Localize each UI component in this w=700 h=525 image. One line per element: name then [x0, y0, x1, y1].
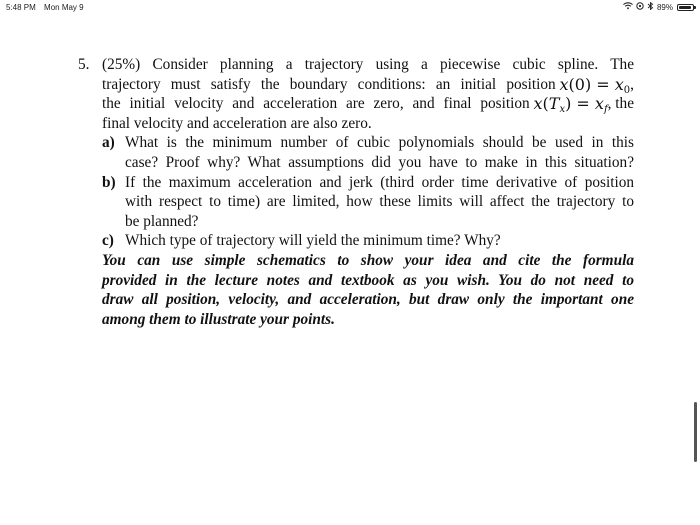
- problem-intro-line-4: [78, 114, 634, 134]
- problem-number: 5.: [78, 56, 90, 73]
- part-b-text-1: If the maximum acceleration and jerk (third order time derivative of position: [125, 173, 634, 191]
- note-text-2: provided in the lecture notes and textbook as you wish. You do not need to: [102, 271, 634, 289]
- part-b-line-1: [78, 173, 634, 193]
- part-a-text-1: What is the minimum number of cubic polynomials should be used in this: [125, 134, 634, 152]
- part-b-text-2: with respect to time) are limited, how these limits will affect the trajectory to: [125, 193, 634, 211]
- math-initial-condition: $x(0) = x_0$: [559, 74, 631, 96]
- problem-intro-text-3-end: , the: [607, 95, 634, 113]
- note-line-1: [78, 251, 634, 271]
- note-text-4: among them to illustrate your points.: [102, 310, 335, 328]
- problem-intro-text-1: (25%) Consider planning a trajectory using a piecewise cubic spline. The: [102, 56, 634, 73]
- part-b-line-3: [78, 212, 634, 232]
- problem-intro-line-1: [78, 55, 634, 75]
- status-bar-left: [6, 3, 84, 12]
- part-a-line-1: [78, 133, 634, 153]
- part-a-text-2: case? Proof why? What assumptions did you have to make in this situation?: [125, 153, 634, 171]
- math-final-condition: $x(T_x) = x_f$: [533, 94, 608, 116]
- part-c-label: c): [102, 232, 114, 250]
- status-bar: [0, 0, 700, 14]
- problem-intro-text-2: trajectory must satisfy the boundary conditions: an initial position: [102, 75, 556, 93]
- battery-fill: [679, 6, 691, 9]
- status-date: Mon May 9: [44, 3, 84, 12]
- part-b-text-3: be planned?: [125, 212, 199, 230]
- battery-percent: 89%: [656, 2, 673, 12]
- status-time: 5:48 PM: [6, 3, 36, 12]
- note-text-1: You can use simple schematics to show your idea and cite the formula: [102, 251, 634, 269]
- problem-intro-line-2: [78, 75, 634, 95]
- part-a-label: a): [102, 134, 115, 152]
- problem-5: [78, 55, 634, 329]
- part-c-line-1: [78, 231, 634, 251]
- problem-intro-text-4: final velocity and acceleration are also zero.: [102, 114, 372, 132]
- bluetooth-icon: [647, 2, 654, 12]
- problem-intro-line-3: [78, 94, 634, 114]
- note-line-4: [78, 310, 634, 330]
- part-c-text-1: Which type of trajectory will yield the minimum time? Why?: [125, 232, 501, 250]
- scroll-indicator[interactable]: [694, 402, 697, 462]
- wifi-icon: [623, 2, 633, 12]
- part-b-line-2: [78, 192, 634, 212]
- problem-intro-text-2-end: ,: [630, 75, 634, 93]
- note-line-2: [78, 271, 634, 291]
- part-a-line-2: [78, 153, 634, 173]
- status-bar-right: [623, 2, 694, 12]
- battery-icon: [677, 4, 694, 11]
- problem-intro-text-3: the initial velocity and acceleration are zero, and final position: [102, 95, 530, 113]
- part-b-label: b): [102, 173, 116, 191]
- note-line-3: [78, 290, 634, 310]
- note-text-3: draw all position, velocity, and acceleration, but draw only the important one: [102, 291, 634, 309]
- location-icon: [636, 2, 644, 12]
